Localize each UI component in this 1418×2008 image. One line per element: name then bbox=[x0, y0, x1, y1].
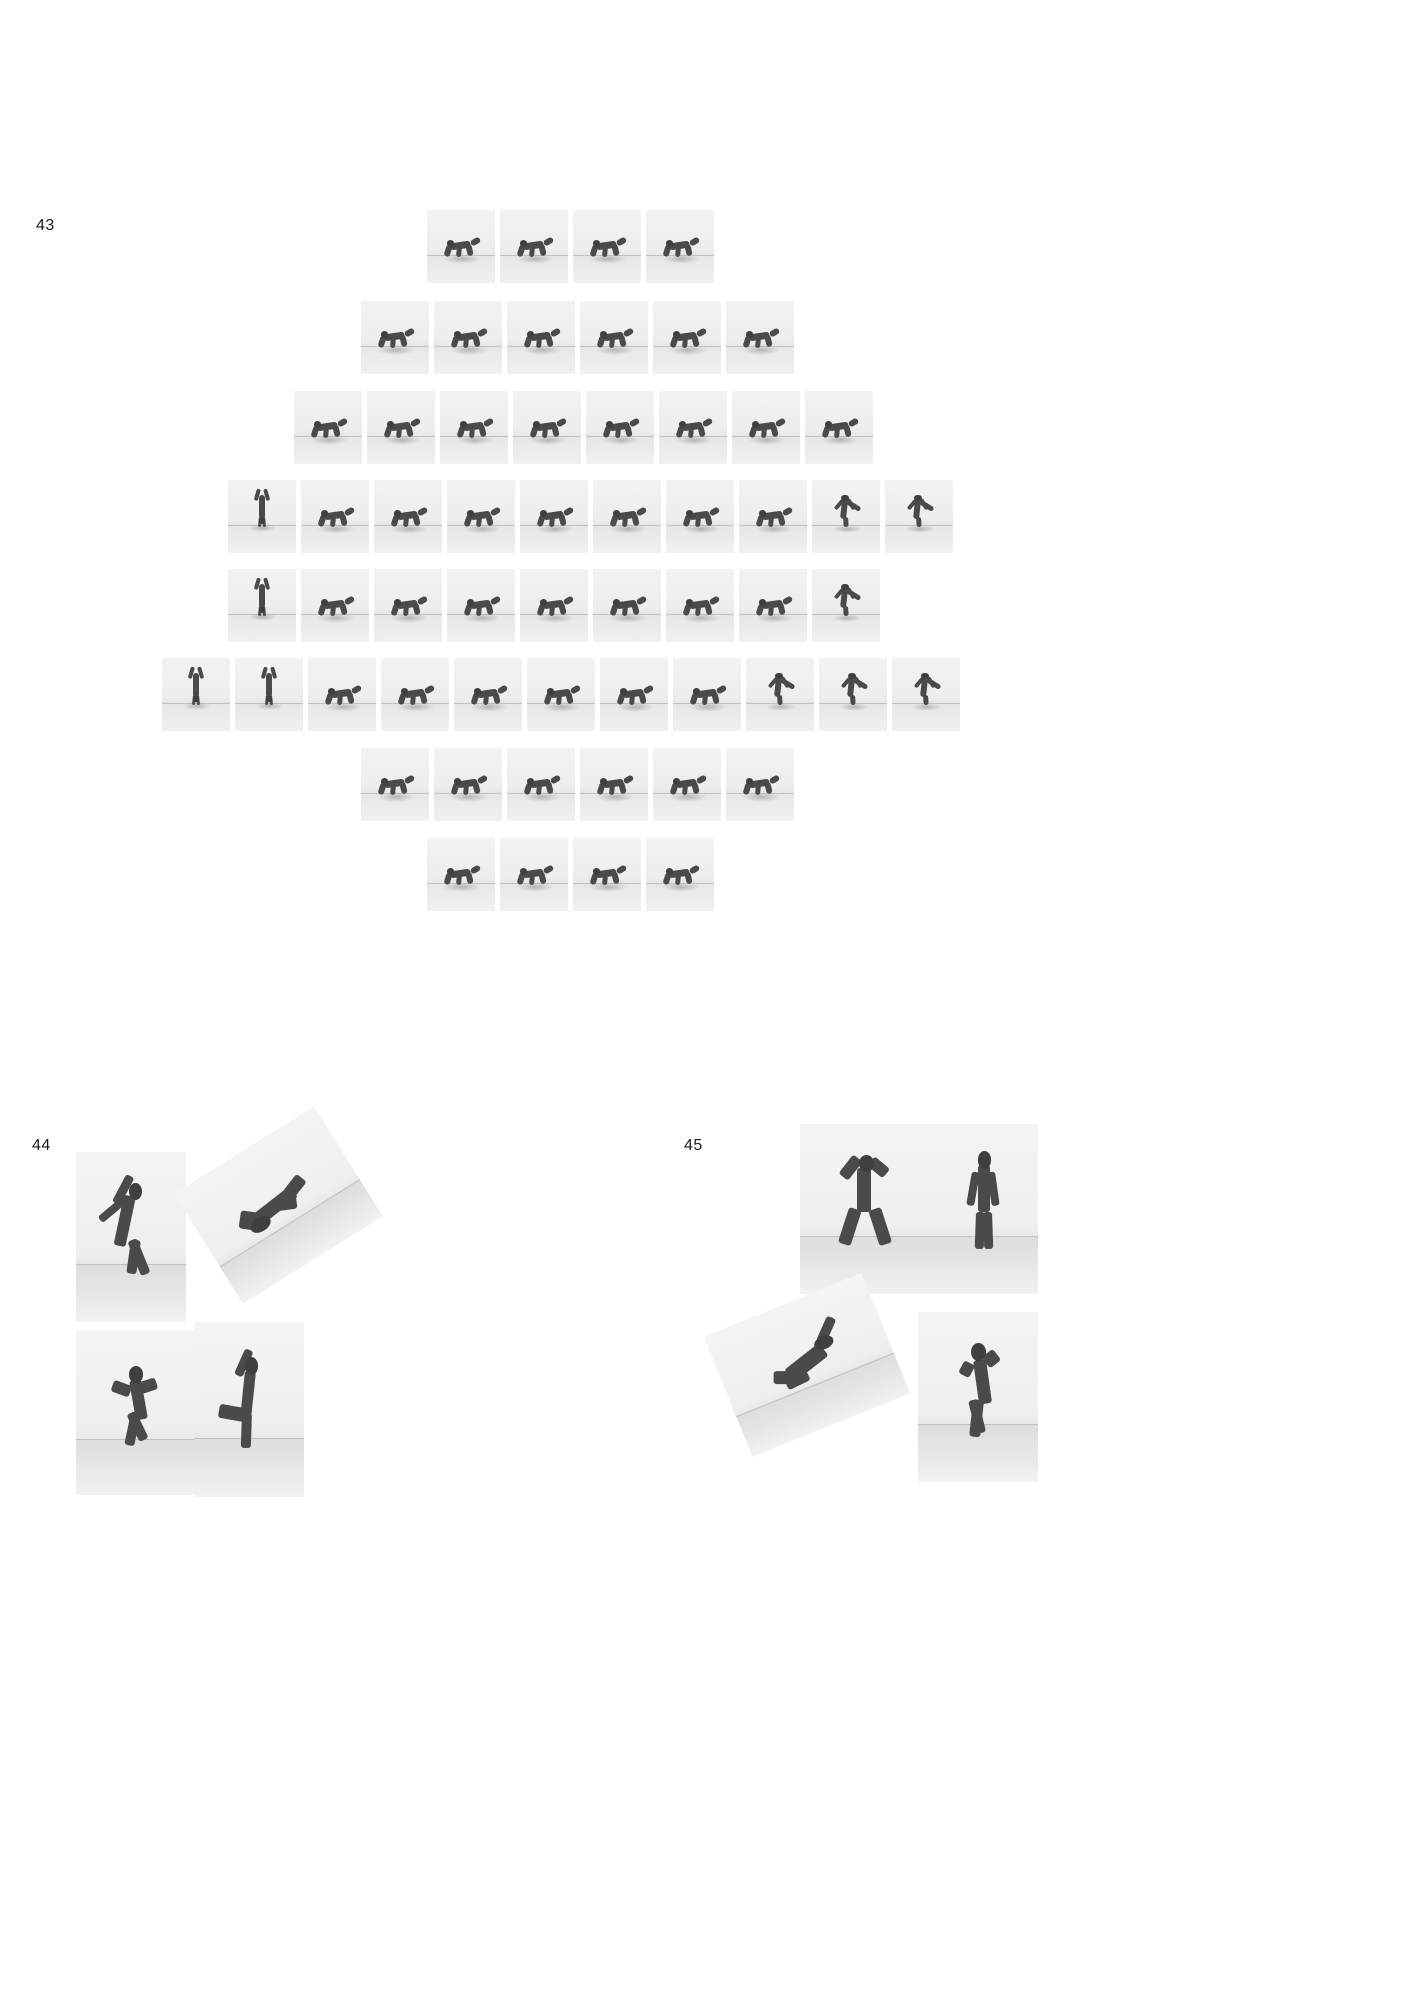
figure-limb bbox=[344, 596, 355, 606]
figure-limb bbox=[709, 596, 720, 606]
dancer-figure bbox=[812, 569, 880, 642]
figure-limb bbox=[193, 673, 198, 698]
dancer-figure bbox=[580, 748, 648, 821]
photo-tile bbox=[427, 838, 495, 911]
figure-head bbox=[859, 1155, 875, 1172]
figure-head bbox=[454, 331, 461, 338]
figure-limb bbox=[923, 694, 928, 705]
figure-head bbox=[387, 421, 394, 428]
figure-head bbox=[593, 868, 600, 875]
reaching-pose bbox=[76, 1152, 186, 1322]
figure-limb bbox=[616, 237, 627, 247]
figure-head bbox=[394, 599, 401, 606]
photo-tile bbox=[162, 658, 230, 731]
figure-limb bbox=[490, 596, 501, 606]
figure-limb bbox=[570, 685, 581, 695]
figure-head bbox=[600, 331, 607, 338]
photo-tile bbox=[653, 301, 721, 374]
photo-tile bbox=[666, 480, 734, 553]
figure-limb bbox=[629, 418, 640, 428]
figure-limb bbox=[424, 685, 435, 695]
photo-tile bbox=[527, 658, 595, 731]
figure-head bbox=[474, 688, 481, 695]
figure-head bbox=[467, 510, 474, 517]
figure-limb bbox=[782, 507, 793, 517]
figure-head bbox=[533, 421, 540, 428]
figure-limb bbox=[916, 516, 921, 527]
photo-tile bbox=[374, 569, 442, 642]
photo-tile bbox=[580, 301, 648, 374]
standing-pose bbox=[928, 1124, 1038, 1294]
figure-limb bbox=[689, 237, 700, 247]
photo-tile bbox=[726, 748, 794, 821]
figure-limb bbox=[337, 418, 348, 428]
figure-head bbox=[673, 778, 680, 785]
figure-limb bbox=[643, 685, 654, 695]
figure-limb bbox=[344, 507, 355, 517]
photo-tile bbox=[666, 569, 734, 642]
dancer-figure bbox=[434, 301, 502, 374]
photo-tile bbox=[726, 301, 794, 374]
dancer-figure bbox=[600, 658, 668, 731]
dancer-figure bbox=[427, 838, 495, 911]
figure-limb bbox=[636, 596, 647, 606]
figure-limb bbox=[857, 1168, 871, 1212]
dancer-figure bbox=[454, 658, 522, 731]
figure-limb bbox=[550, 328, 561, 338]
dancer-figure bbox=[812, 480, 880, 553]
figure-head bbox=[613, 510, 620, 517]
figure-head bbox=[606, 421, 613, 428]
figure-head bbox=[775, 673, 782, 680]
dancer-figure bbox=[194, 1322, 304, 1497]
dancer-figure bbox=[659, 391, 727, 464]
photo-tile bbox=[812, 480, 880, 553]
arabesque-pose bbox=[76, 1330, 196, 1495]
dancer-figure bbox=[586, 391, 654, 464]
dancer-figure bbox=[361, 748, 429, 821]
dancer-figure bbox=[367, 391, 435, 464]
dancer-figure bbox=[381, 658, 449, 731]
figure-limb bbox=[623, 328, 634, 338]
photo-tile bbox=[367, 391, 435, 464]
dancer-figure bbox=[646, 210, 714, 283]
figure-limb bbox=[543, 865, 554, 875]
figure-head bbox=[759, 510, 766, 517]
figure-limb bbox=[775, 418, 786, 428]
figure-head bbox=[401, 688, 408, 695]
photo-tile bbox=[600, 658, 668, 731]
photo-tile bbox=[520, 480, 588, 553]
figure-head bbox=[447, 868, 454, 875]
photo-tile bbox=[653, 748, 721, 821]
figure-head bbox=[394, 510, 401, 517]
figure-head bbox=[686, 510, 693, 517]
figure-head bbox=[759, 599, 766, 606]
dancer-figure bbox=[726, 301, 794, 374]
photo-tile bbox=[301, 480, 369, 553]
photo-tile bbox=[573, 210, 641, 283]
dancer-figure bbox=[374, 480, 442, 553]
figure-head bbox=[620, 688, 627, 695]
figure-limb bbox=[848, 418, 859, 428]
photo-tile bbox=[434, 748, 502, 821]
figure-limb bbox=[259, 584, 264, 609]
dancer-figure bbox=[434, 748, 502, 821]
dancer-figure bbox=[673, 658, 741, 731]
figure-number-45: 45 bbox=[684, 1137, 703, 1154]
photo-tile bbox=[732, 391, 800, 464]
photo-tile bbox=[447, 480, 515, 553]
figure-limb bbox=[716, 685, 727, 695]
photo-tile bbox=[301, 569, 369, 642]
photo-tile bbox=[434, 301, 502, 374]
figure-head bbox=[527, 331, 534, 338]
figure-limb bbox=[276, 1196, 297, 1212]
dancer-figure bbox=[593, 569, 661, 642]
figure-limb bbox=[470, 865, 481, 875]
photo-tile bbox=[308, 658, 376, 731]
photo-tile bbox=[520, 569, 588, 642]
figure-head bbox=[321, 599, 328, 606]
dancer-figure bbox=[507, 748, 575, 821]
figure-limb bbox=[843, 516, 848, 527]
dancer-figure bbox=[76, 1152, 186, 1322]
figure-head bbox=[328, 688, 335, 695]
dancer-figure bbox=[805, 391, 873, 464]
figure-limb bbox=[623, 775, 634, 785]
dancer-figure bbox=[819, 658, 887, 731]
figure-limb bbox=[543, 237, 554, 247]
figure-limb bbox=[838, 1207, 862, 1247]
photo-tile bbox=[593, 569, 661, 642]
figure-limb bbox=[696, 775, 707, 785]
photo-tile bbox=[361, 301, 429, 374]
figure-head bbox=[454, 778, 461, 785]
photo-tile bbox=[646, 838, 714, 911]
photo-tile bbox=[500, 838, 568, 911]
photo-tile bbox=[454, 658, 522, 731]
figure-head bbox=[540, 510, 547, 517]
photo-tile bbox=[673, 658, 741, 731]
photo-tile bbox=[586, 391, 654, 464]
dancer-figure bbox=[520, 480, 588, 553]
photo-tile bbox=[885, 480, 953, 553]
dancer-figure bbox=[739, 569, 807, 642]
dancer-figure bbox=[885, 480, 953, 553]
figure-head bbox=[314, 421, 321, 428]
figure-limb bbox=[266, 673, 271, 698]
photo-tile bbox=[805, 391, 873, 464]
photo-tile bbox=[573, 838, 641, 911]
figure-limb bbox=[563, 507, 574, 517]
photo-tile bbox=[659, 391, 727, 464]
figure-limb bbox=[709, 507, 720, 517]
photo-tile bbox=[374, 480, 442, 553]
figure-limb bbox=[616, 865, 627, 875]
dancer-figure bbox=[726, 748, 794, 821]
photo-tile bbox=[361, 748, 429, 821]
figure-head bbox=[841, 495, 848, 502]
figure-limb bbox=[782, 596, 793, 606]
dancer-figure bbox=[500, 210, 568, 283]
figure-limb bbox=[410, 418, 421, 428]
figure-head bbox=[381, 331, 388, 338]
figure-head bbox=[666, 868, 673, 875]
figure-head bbox=[593, 240, 600, 247]
figure-head bbox=[686, 599, 693, 606]
figure-limb bbox=[404, 775, 415, 785]
figure-head bbox=[467, 599, 474, 606]
figure-head bbox=[245, 1357, 258, 1375]
dancer-figure bbox=[294, 391, 362, 464]
dancer-figure bbox=[308, 658, 376, 731]
floor-pose bbox=[174, 1106, 383, 1304]
figure-limb bbox=[850, 694, 855, 705]
backbend-pose bbox=[918, 1312, 1038, 1482]
figure-limb bbox=[470, 237, 481, 247]
dancer-figure bbox=[374, 569, 442, 642]
figure-limb bbox=[483, 418, 494, 428]
dancer-figure bbox=[739, 480, 807, 553]
figure-limb bbox=[769, 328, 780, 338]
figure-head bbox=[841, 584, 848, 591]
dancer-figure bbox=[301, 480, 369, 553]
figure-limb bbox=[351, 685, 362, 695]
dancer-figure bbox=[76, 1330, 196, 1495]
dancer-figure bbox=[928, 1124, 1038, 1294]
photo-tile bbox=[447, 569, 515, 642]
dancer-figure bbox=[732, 391, 800, 464]
photo-tile bbox=[646, 210, 714, 283]
photo-tile bbox=[294, 391, 362, 464]
figure-limb bbox=[477, 775, 488, 785]
photo-tile bbox=[507, 748, 575, 821]
dancer-figure bbox=[174, 1106, 383, 1304]
figure-head bbox=[673, 331, 680, 338]
photo-tile bbox=[819, 658, 887, 731]
figure-head bbox=[129, 1183, 142, 1200]
dancer-figure bbox=[447, 480, 515, 553]
figure-limb bbox=[563, 596, 574, 606]
photo-tile bbox=[228, 569, 296, 642]
figure-limb bbox=[689, 865, 700, 875]
photo-tile bbox=[500, 210, 568, 283]
dancer-figure bbox=[892, 658, 960, 731]
figure-head bbox=[666, 240, 673, 247]
photo-tile bbox=[440, 391, 508, 464]
wide-stance-pose bbox=[800, 1124, 930, 1294]
dancer-figure bbox=[666, 569, 734, 642]
figure-limb bbox=[983, 1212, 993, 1250]
photo-tile bbox=[892, 658, 960, 731]
dancer-figure bbox=[301, 569, 369, 642]
figure-head bbox=[613, 599, 620, 606]
figure-limb bbox=[843, 605, 848, 616]
figure-limb bbox=[497, 685, 508, 695]
figure-limb bbox=[417, 596, 428, 606]
dancer-figure bbox=[520, 569, 588, 642]
dancer-figure bbox=[507, 301, 575, 374]
photo-tile bbox=[381, 658, 449, 731]
photo-tile bbox=[228, 480, 296, 553]
photo-tile bbox=[812, 569, 880, 642]
figure-head bbox=[381, 778, 388, 785]
figure-head bbox=[600, 778, 607, 785]
dancer-figure bbox=[653, 748, 721, 821]
figure-head bbox=[752, 421, 759, 428]
leaping-pose bbox=[704, 1273, 910, 1457]
dancer-figure bbox=[800, 1124, 930, 1294]
dancer-figure bbox=[361, 301, 429, 374]
dancer-figure bbox=[228, 480, 296, 553]
figure-limb bbox=[777, 694, 782, 705]
figure-head bbox=[825, 421, 832, 428]
figure-number-43: 43 bbox=[36, 217, 55, 234]
dancer-figure bbox=[500, 838, 568, 911]
photo-tile bbox=[235, 658, 303, 731]
photo-tile bbox=[739, 480, 807, 553]
dancer-figure bbox=[580, 301, 648, 374]
photo-tile bbox=[427, 210, 495, 283]
figure-head bbox=[921, 673, 928, 680]
photo-tile bbox=[513, 391, 581, 464]
photo-tile bbox=[580, 748, 648, 821]
dancer-figure bbox=[440, 391, 508, 464]
figure-limb bbox=[490, 507, 501, 517]
figure-limb bbox=[477, 328, 488, 338]
photo-tile bbox=[739, 569, 807, 642]
figure-limb bbox=[702, 418, 713, 428]
dancer-figure bbox=[646, 838, 714, 911]
figure-head bbox=[848, 673, 855, 680]
dancer-figure bbox=[704, 1273, 910, 1457]
figure-limb bbox=[868, 1207, 892, 1247]
dancer-figure bbox=[573, 210, 641, 283]
leg-lift-pose bbox=[194, 1322, 304, 1497]
figure-number-44: 44 bbox=[32, 1137, 51, 1154]
figure-limb bbox=[696, 328, 707, 338]
figure-head bbox=[978, 1151, 991, 1168]
figure-head bbox=[520, 240, 527, 247]
figure-head bbox=[447, 240, 454, 247]
figure-head bbox=[460, 421, 467, 428]
figure-head bbox=[693, 688, 700, 695]
dancer-figure bbox=[235, 658, 303, 731]
photo-tile bbox=[593, 480, 661, 553]
figure-head bbox=[746, 778, 753, 785]
photo-tile bbox=[746, 658, 814, 731]
figure-head bbox=[520, 868, 527, 875]
dancer-figure bbox=[228, 569, 296, 642]
dancer-figure bbox=[162, 658, 230, 731]
figure-limb bbox=[259, 495, 264, 520]
figure-limb bbox=[769, 775, 780, 785]
dancer-figure bbox=[573, 838, 641, 911]
dancer-figure bbox=[513, 391, 581, 464]
dancer-figure bbox=[447, 569, 515, 642]
figure-head bbox=[679, 421, 686, 428]
figure-limb bbox=[556, 418, 567, 428]
figure-head bbox=[746, 331, 753, 338]
figure-head bbox=[914, 495, 921, 502]
figure-limb bbox=[636, 507, 647, 517]
figure-head bbox=[321, 510, 328, 517]
figure-head bbox=[540, 599, 547, 606]
figure-head bbox=[527, 778, 534, 785]
dancer-figure bbox=[918, 1312, 1038, 1482]
dancer-figure bbox=[666, 480, 734, 553]
figure-limb bbox=[550, 775, 561, 785]
photo-tile bbox=[507, 301, 575, 374]
dancer-figure bbox=[653, 301, 721, 374]
figure-limb bbox=[417, 507, 428, 517]
figure-limb bbox=[404, 328, 415, 338]
dancer-figure bbox=[427, 210, 495, 283]
dancer-figure bbox=[527, 658, 595, 731]
dancer-figure bbox=[593, 480, 661, 553]
dancer-figure bbox=[746, 658, 814, 731]
figure-head bbox=[547, 688, 554, 695]
